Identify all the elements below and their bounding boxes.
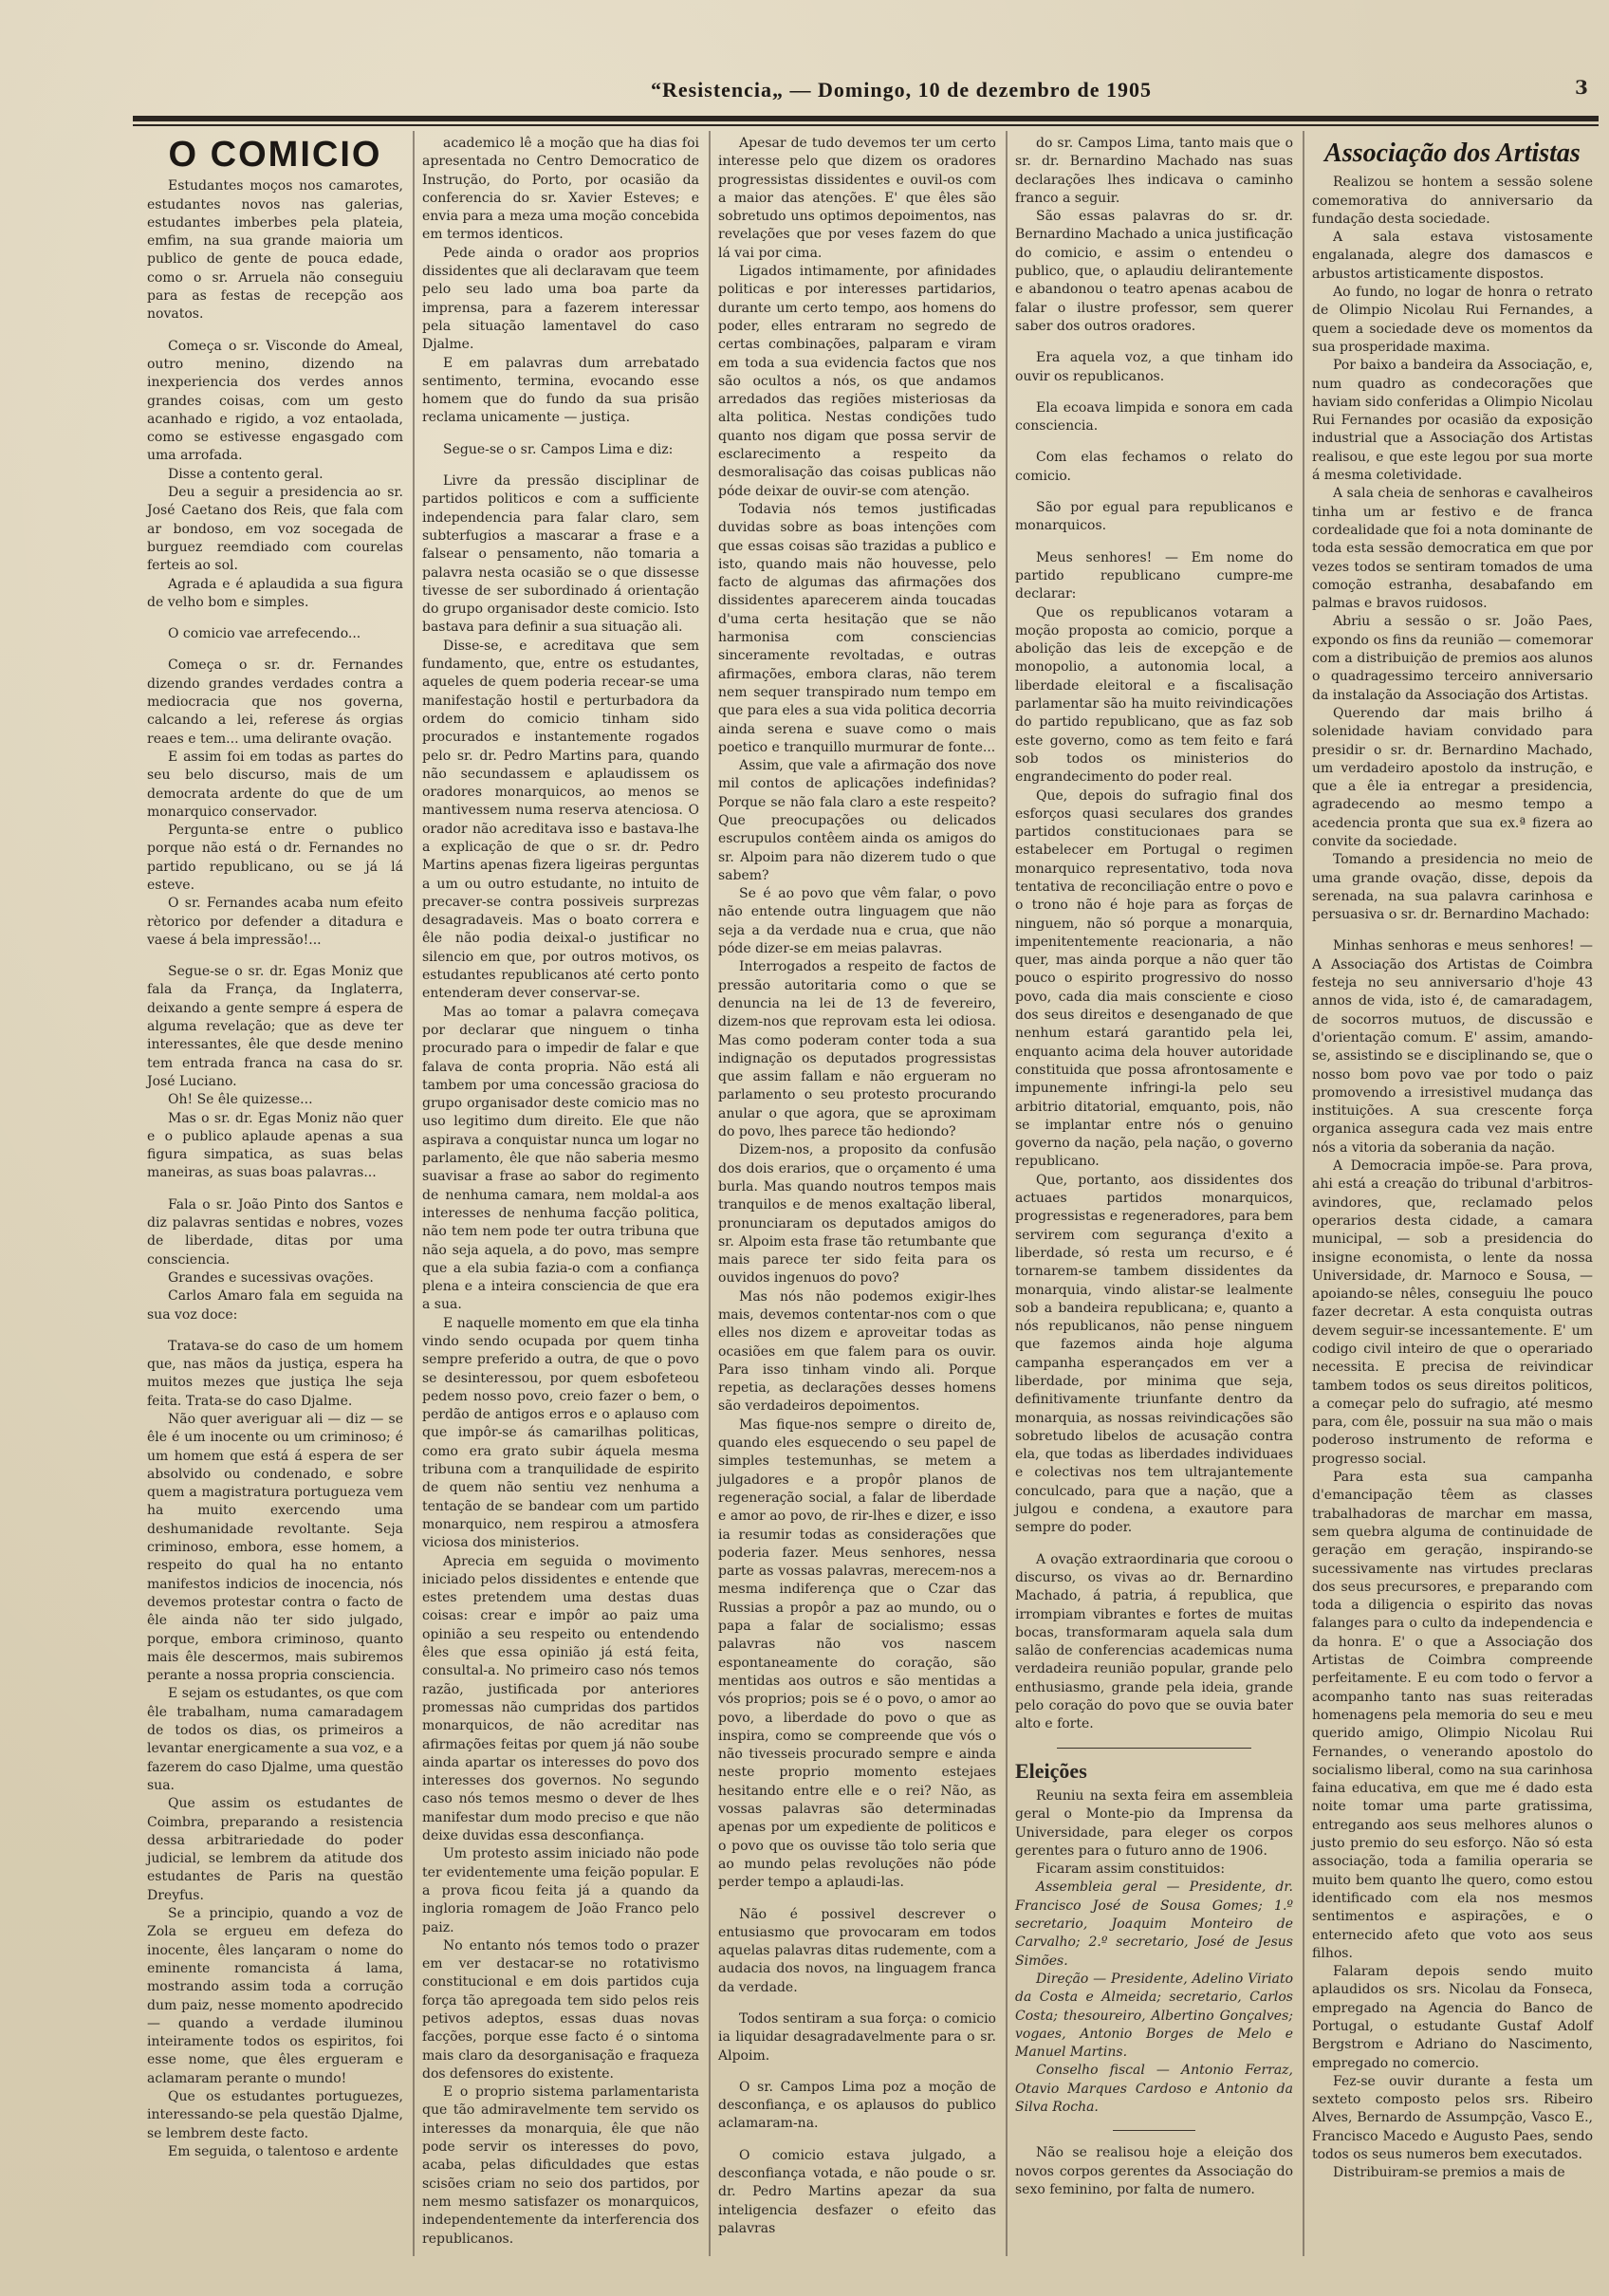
page-number: 3: [1575, 76, 1588, 99]
column-divider: [709, 131, 711, 2256]
paragraph: Ligados intimamente, por afinidades politicas e por interesses partidarios, durante um certo tempo, aos homens do poder, elles entraram no segredo de certas combinações, palparam e viram em toda a sua evidencia factos que nos são ocultos a nós, os que andamos arredados das regiões misteriosas da alta politica. Nestas condições tudo quanto nos digam que possa servir de esclarecimento a respeito da desmoralisação das coisas publicas não póde deixar de ouvir-se com atenção.: [718, 264, 996, 499]
paragraph: Mas nós não podemos exigir-lhes mais, devemos contentar-nos com o que elles nos dizem e aproveitar todas as ocasiões em que falem para os ouvir. Para isso tinham vindo ali. Porque repetia, as declarações desses homens são verdadeiros depoimentos.: [718, 1288, 996, 1415]
paragraph: Agrada e é aplaudida a sua figura de velho bom e simples.: [147, 576, 403, 610]
paragraph: Reuniu na sexta feira em assembleia geral o Monte-pio da Imprensa da Universidade, para eleger os corpos gerentes para o futuro anno de 1906.: [1015, 1787, 1293, 1859]
paragraph: Se a principio, quando a voz de Zola se ergueu em defeza do inocente, êles lançaram o nome do eminente romancista á lama, mostrando assim toda a corrução dum paiz, nesse momento apodrecido — quando a verdade iluminou inteiramente todos os espiritos, foi esse nome, que êles ergueram e aclamaram perante o mundo!: [147, 1906, 403, 2086]
paragraph: Para esta sua campanha d'emancipação têem as classes trabalhadoras de marchar em massa, sem quebra alguma de continuidade de geração em geração, inspirando-se sucessivamente nas virtudes preclaras dos seus precursores, e preparando com toda a diligencia o espirito das novas falanges para o culto da independencia e da honra. E' o que a Associação dos Artistas de Coimbra compreende perfeitamente. E eu com todo o fervor a acompanho tanto nas suas reiteradas homenagens pela memoria do seu e meu querido amigo, Olimpio Nicolau Rui Fernandes, o venerando apostolo do socialismo liberal, como na sua carinhosa faina educativa, em que me é dado esta noite tomar uma parte gratissima, entregando aos seus melhores alunos o justo premio do seu esforço. Não só esta associação, toda a familia operaria se muito bem quanto lhe quero, como estou identificado com ela nos mesmos sentimentos e aspirações, e o enternecido afeto que voto aos seus filhos.: [1312, 1470, 1593, 1961]
paragraph: Minhas senhoras e meus senhores! — A Associação dos Artistas de Coimbra festeja no seu anniversario d'hoje 43 annos de vida, isto é, de camaradagem, de socorros mutuos, de discussão e d'orientação comum. E' assim, amando-se, assistindo se e disciplinando se, que o nosso bom povo vae por todo o paiz promovendo a irresistivel mudança das instituições. A sua crescente força organica assegura cada vez mais entre nós a vitoria da soberania da nação.: [1312, 938, 1593, 1156]
paragraph: Carlos Amaro fala em seguida na sua voz doce:: [147, 1288, 403, 1323]
paragraph: São essas palavras do sr. dr. Bernardino Machado a unica justificação do comicio, e assim o entendeu o publico, que, o aplaudiu delirantemente e abandonou o teatro apenas acabou de falar o ilustre professor, sem querer saber dos outros oradores.: [1015, 209, 1293, 334]
paragraph: São por egual para republicanos e monarquicos.: [1015, 500, 1293, 534]
column-divider: [1006, 131, 1008, 2256]
column-5: [1312, 135, 1593, 2183]
paragraph: Que os estudantes portuguezes, interessando-se pela questão Djalme, se lembrem deste facto.: [147, 2088, 403, 2141]
paragraph: Grandes e sucessivas ovações.: [168, 1269, 374, 1286]
paragraph: Pede ainda o orador aos proprios dissidentes que ali declaravam que teem pelo seu lado uma boa parte da imprensa, para a fazerem interessar pela situação lamentavel do caso Djalme.: [422, 245, 699, 353]
paragraph: Disse-se, e acreditava que sem fundamento, que, entre os estudantes, aqueles de quem poderia recear-se uma manifestação hostil e perturbadora da ordem do comicio tinham sido procurados e instantemente rogados pelo sr. dr. Pedro Martins para, quando não secundassem e aplaudissem os oradores monarquicos, ao menos se mantivessem numa reserva atenciosa. O orador não acreditava isso e bastava-lhe a explicação de que o sr. dr. Pedro Martins apenas fizera ligeiras perguntas a um ou outro estudante, no intuito de precaver-se contra possiveis surprezas desagradaveis. Mas o boato correra e êle não podia deixal-o justificar no silencio em que, por outros motivos, os estudantes republicanos até certo ponto entenderam dever conservar-se.: [422, 638, 699, 1002]
paragraph: O comicio vae arrefecendo...: [168, 626, 361, 642]
paragraph: Se é ao povo que vêm falar, o povo não entende outra linguagem que não seja a da verdade nua e crua, que não póde dizer-se em meias palavras.: [718, 886, 996, 957]
section-divider: [1113, 2130, 1196, 2131]
top-rule: [133, 116, 1599, 121]
heading-eleicoes: Eleições: [1015, 1758, 1087, 1783]
paragraph: Tomando a presidencia no meio de uma grande ovação, disse, depois da serenada, na sua palavra carinhosa e persuasiva o sr. dr. Bernardino Machado:: [1312, 852, 1593, 923]
paragraph: Estudantes moços nos camarotes, estudantes novos nas galerias, estudantes imberbes pela plateia, emfim, na sua grande maioria um publico de gente de pouca edade, como o sr. Arruela não conseguiu para as festas de recepção aos novatos.: [147, 178, 403, 323]
paragraph: Deu a seguir a presidencia ao sr. José Caetano dos Reis, que fala com ar bondoso, em voz socegada de burguez reemdiado com courelas ferteis ao sol.: [147, 485, 403, 574]
paragraph: Não se realisou hoje a eleição dos novos corpos gerentes da Associação do sexo feminino, por falta de numero.: [1015, 2145, 1293, 2197]
paragraph: Apesar de tudo devemos ter um certo interesse pelo que dizem os oradores progressistas dissidentes e ouvil-os com a maior das atenções. E' que êles são sobretudo uns optimos depoimentos, nas revelações que por veses fazem do que lá vai por cima.: [718, 136, 996, 261]
paragraph: Um protesto assim iniciado não pode ter evidentemente uma feição popular. E a prova ficou feita já a quando da ingloria romagem de João Franco pelo paiz.: [422, 1846, 699, 1935]
paragraph: E naquelle momento em que ela tinha vindo sendo ocupada por quem tinha sempre preferido a outra, de que o povo se desinteressou, por quem esbofeteou pedem nosso povo, creio fazer o bem, o perdão de antigos erros e o aplauso com que impôr-se ás camarilhas politicas, como era grato subir áquela mesma tribuna com a tranquilidade de espirito de quem não sentiu vez nenhuma a tentação de se bandear com um partido monarquico, nem respirou a atmosfera viciosa dos ministerios.: [422, 1315, 699, 1551]
paragraph: Oh! Se êle quizesse...: [168, 1092, 313, 1108]
paragraph: E sejam os estudantes, os que com êle trabalham, numa camaradagem de todos os dias, os primeiros a levantar energicamente a sua voz, e a fazerem do caso Djalme, uma questão sua.: [147, 1686, 403, 1793]
paragraph: O comicio estava julgado, a desconfiança votada, e não poude o sr. dr. Pedro Martins apezar da sua inteligencia desfazer o efeito das palavras: [718, 2147, 996, 2236]
paragraph: Dizem-nos, a proposito da confusão dos dois erarios, que o orçamento é uma burla. Mas quando noutros tempos mais tranquilos e de menos exaltação liberal, pronunciaram os deputados amigos do sr. Alpoim esta frase tão retumbante que mais parece ter sido feita para os ouvidos ingenuos do povo?: [718, 1142, 996, 1287]
paragraph: Tratava-se do caso de um homem que, nas mãos da justiça, espera ha muitos mezes que justiça lhe seja feita. Trata-se do caso Djalme.: [147, 1338, 403, 1409]
paragraph: Fala o sr. João Pinto dos Santos e diz palavras sentidas e nobres, vozes de liberdade, ditas por uma consciencia.: [147, 1196, 403, 1268]
paragraph: Mas ao tomar a palavra começava por declarar que ninguem o tinha procurado para o impedir de falar e que falava de conta propria. Não está ali tambem por uma concessão graciosa do grupo organisador deste comicio mas no uso legitimo dum direito. Ele que não aspirava a conquistar nunca um logar no parlamento, êle que não saberia mesmo suavisar a frase ao sabor do regimento de nenhuma camara, nem moldal-a aos interesses de nenhuma facção politica, não tem nem pode ter outra tribuna que não seja aquela, a do povo, mas sempre que a ela subia fazia-o com a confiança plena e a inteira consciencia de que era a sua.: [422, 1004, 699, 1313]
paragraph: E assim foi em todas as partes do seu belo discurso, mais de um democrata ardente do que de um monarquico conservador.: [147, 749, 403, 820]
paragraph: No entanto nós temos todo o prazer em ver destacar-se no rotativismo constitucional e em dois partidos cuja força tão apregoada tem sido pelos reis petivos adeptos, essas duas novas facções, porque esse facto é o sintoma mais claro da desorganisação e fraqueza dos defensores do existente.: [422, 1937, 699, 2082]
paragraph: A sala estava vistosamente engalanada, alegre dos damascos e arbustos artisticamente dispostos.: [1312, 230, 1593, 282]
paragraph: Disse a contento geral.: [168, 466, 324, 482]
paragraph: Aprecia em seguida o movimento iniciado pelos dissidentes e entende que estes pretendem uma destas duas coisas: crear e impôr ao paiz uma opinião a seu respeito ou entendendo êles que essa opinião já está feita, consultal-a. No primeiro caso nós temos razão, justificada por anteriores promessas não cumpridas dos partidos monarquicos, de não acreditar nas afirmações feitas por quem já não soube ainda apartar os interesses do povo dos interesses dos governos. No segundo caso nós temos mesmo o dever de lhes manifestar dum modo preciso e que não deixe duvidas essa desconfiança.: [422, 1553, 699, 1844]
paragraph: Conselho fiscal — Antonio Ferraz, Otavio Marques Cardoso e Antonio da Silva Rocha.: [1015, 2063, 1293, 2115]
paragraph: academico lê a moção que ha dias foi apresentada no Centro Democratico de Instrução, do Porto, por ocasião da conferencia do sr. Xavier Esteves; e envia para a meza uma moção concebida em termos identicos.: [422, 136, 699, 243]
paragraph: Abriu a sessão o sr. João Paes, expondo os fins da reunião — comemorar com a distribuição de premios aos alunos o quadragessimo terceiro anniversario da instalação da Associação dos Artistas.: [1312, 614, 1593, 703]
paragraph: E em palavras dum arrebatado sentimento, termina, evocando esse homem que do fundo da sua prisão reclama unicamente — justiça.: [422, 355, 699, 426]
paragraph: Fez-se ouvir durante a festa um sexteto composto pelos srs. Ribeiro Alves, Bernardo de Assumpção, Vasco E., Francisco Macedo e Augusto Paes, sendo todos os seus numeros bem executados.: [1312, 2073, 1593, 2163]
paragraph: Que, depois do sufragio final dos esforços quasi seculares dos grandes partidos constitucionaes para se estabelecer em Portugal o regimen monarquico representativo, toda nova tentativa de reconciliação entre o povo e o trono não é hoje para as forças de ninguem, não só porque a monarquia, impenitentemente reacionaria, a não quer, mas ainda porque a não quer tão pouco o espirito progressivo do nosso povo, cada dia mais consciente e cioso dos seus direitos e desenganado de que nenhum estará garantido pela lei, enquanto acima dela houver autoridade constituida que possa afrontosamente e impunemente infringi-la pelo seu arbitrio ditatorial, emquanto, pois, não se implantar entre nós o genuino governo da nação, pela nação, o governo republicano.: [1015, 787, 1293, 1170]
paragraph: Por baixo a bandeira da Associação, e, num quadro as condecorações que haviam sido conferidas a Olimpio Nicolau Rui Fernandes por ocasião da exposição industrial que a Associação dos Artistas realisou, e que este legou por sua morte á mesma coletividade.: [1312, 358, 1593, 484]
paragraph: E o proprio sistema parlamentarista que tão admiravelmente tem servido os interesses da monarquia, êle que não pode servir os interesses do povo, acaba, pelas dificuldades que estas scisões criam no seio dos partidos, por nem mesmo satisfazer os monarquicos, independentemente da interferencia dos republicanos.: [422, 2084, 699, 2247]
paragraph: Livre da pressão disciplinar de partidos politicos e com a sufficiente independencia para falar claro, sem subterfugios a mascarar a frase e a falsear o pensamento, não tomaria a palavra nesta ocasião se o que dissesse tivesse de ser subordinado á orientação do grupo organisador deste comicio. Isto bastava para definir a sua situação ali.: [422, 473, 699, 636]
paragraph: Começa o sr. dr. Fernandes dizendo grandes verdades contra a mediocracia que nos governa, calcando a lei, referese ás orgias reaes e tem... uma delirante ovação.: [147, 657, 403, 747]
paragraph: Em seguida, o talentoso e ardente: [168, 2143, 398, 2159]
masthead: “Resistencia„ — Domingo, 10 de dezembro de 1905: [650, 78, 1153, 102]
heading-associacao-dos-artistas: Associação dos Artistas: [1324, 139, 1581, 168]
paragraph: Que, portanto, aos dissidentes dos actuaes partidos monarquicos, progressistas e regeneradores, para bem servirem com segurança d'exito a liberdade, só resta um recurso, e é tornarem-se tambem dissidentes da monarquia, vindo alistar-se lealmente sob a bandeira republicana; e, quanto a nós republicanos, não pense ninguem que fazemos ainda hoje alguma campanha esperançados em ver a liberdade, por minima que seja, definitivamente triunfante dentro da monarquia, as nossas reivindicações são sobretudo libelos de acusação contra ela, que todas as liberdades individuaes e colectivas nos tem ultrajantemente conculcado, para que a nação, que a julgou e condena, a exautore para sempre do poder.: [1015, 1172, 1293, 1536]
paragraph: O sr. Fernandes acaba num efeito rètorico por defender a ditadura e vaese á bela impressão!...: [147, 896, 403, 948]
paragraph: A ovação extraordinaria que coroou o discurso, os vivas ao dr. Bernardino Machado, á patria, á republica, que irrompiam vibrantes e fortes de muitas bocas, transformaram aquela sala dum salão de conferencias academicas numa verdadeira reunião popular, grande pelo enthusiasmo, grande pela ideia, grande pelo coração do povo que se ouvia bater alto e forte.: [1015, 1551, 1293, 1732]
paragraph: O sr. Campos Lima poz a moção de desconfiança, e os aplausos do publico aclamaram-na.: [718, 2079, 996, 2132]
section-divider: [1057, 1748, 1251, 1749]
headline-o-comicio: O COMICIO: [168, 135, 382, 175]
paragraph: Que os republicanos votaram a moção proposta ao comicio, porque a abolição das leis de excepção e de monopolio, a autonomia local, a liberdade eleitoral e a fiscalisação parlamentar são ha muito reivindicações do partido republicano, que as faz sob este governo, como as tem feito e fará sob todos os ministerios do engrandecimento do poder real.: [1015, 604, 1293, 786]
paragraph: Todavia nós temos justificadas duvidas sobre as boas intenções com que essas coisas são trazidas a publico e isto, quando mais não houvesse, pelo facto de algumas das afirmações dos dissidentes aparecerem ainda toucadas d'uma certa hesitação que se não harmonisa com consciencias sinceramente revoltadas, e outras afirmações, embora claras, não terem nem sequer transpirado num tempo em que para eles a sua vida politica decorria ainda serena e suave como o mais poetico e tranquillo murmurar de fonte...: [718, 501, 996, 755]
paragraph: Era aquela voz, a que tinham ido ouvir os republicanos.: [1015, 350, 1293, 384]
paragraph: Começa o sr. Visconde do Ameal, outro menino, dizendo na inexperiencia dos verdes annos grandes coisas, com um gesto acanhado e rigido, a voz entaolada, como se estivesse engasgado com uma arrofada.: [147, 338, 403, 464]
paragraph: Segue-se o sr. dr. Egas Moniz que fala da França, da Inglaterra, deixando a gente sempre á espera de alguma revelação; que as deve ter interessantes, êle que desde menino tem entrada franca na casa do sr. José Luciano.: [147, 964, 403, 1089]
column-1: [147, 135, 403, 2161]
paragraph: Todos sentiram a sua força: o comicio ia liquidar desagradavelmente para o sr. Alpoim.: [718, 2010, 996, 2064]
column-4: [1015, 135, 1293, 2199]
paragraph: Assembleia geral — Presidente, dr. Francisco José de Sousa Gomes; 1.º secretario, Joaquim Monteiro de Carvalho; 2.º secretario, José de Jesus Simões.: [1015, 1879, 1293, 1969]
paragraph: Ela ecoava limpida e sonora em cada consciencia.: [1015, 399, 1293, 435]
paragraph: Não quer averiguar ali — diz — se êle é um inocente ou um criminoso; é um homem que está á espera de ser absolvido ou condenado, e sobre quem a magistratura portugueza vem ha muito exercendo uma deshumanidade revoltante. Seja criminoso, embora, esse homem, a respeito do qual ha no entanto manifestos indicios de inocencia, nós devemos protestar contra o facto de êle ainda não ter sido julgado, porque, embora criminoso, quanto mais êle descermos, mais subiremos perante a nossa propria consciencia.: [147, 1412, 403, 1684]
paragraph: Distribuiram-se premios a mais de: [1333, 2165, 1565, 2181]
column-3: [718, 135, 996, 2238]
paragraph: Pergunta-se entre o publico porque não está o dr. Fernandes no partido republicano, ou se já lá esteve.: [147, 823, 403, 893]
paragraph: do sr. Campos Lima, tanto mais que o sr. dr. Bernardino Machado nas suas declarações lhes indicava o caminho franco a seguir.: [1015, 136, 1293, 206]
paragraph: A Democracia impõe-se. Para prova, ahi está a creação do tribunal d'arbitros-avindores, que, reclamado pelos operarios desta cidade, a camara municipal, — sob a presidencia do insigne economista, o lente da nossa Universidade, dr. Marnoco e Sousa, — apoiando-se nêles, conseguiu lhe pouco fazer decretar. A esta conquista outras devem seguir-se incessantemente. E' um codigo civil inteiro de que o operariado necessita. E precisa de reivindicar tambem todos os seus direitos politicos, a começar pelo do sufragio, até mesmo para, com êle, possuir na sua mão o mais poderoso instrumento de reforma e progresso social.: [1312, 1158, 1593, 1467]
paragraph: Meus senhores! — Em nome do partido republicano cumpre-me declarar:: [1015, 549, 1293, 602]
top-rule-thin: [133, 124, 1599, 126]
column-divider: [413, 131, 415, 2256]
paragraph: Ficaram assim constituidos:: [1036, 1861, 1226, 1878]
paragraph: Falaram depois sendo muito aplaudidos os srs. Nicolau da Fonseca, empregado na Agencia do Banco de Portugal, o estudante Gustaf Adolf Bergstrom e Adriano do Nascimento, empregado no comercio.: [1312, 1964, 1593, 2071]
paragraph: Ao fundo, no logar de honra o retrato de Olimpio Nicolau Rui Fernandes, a quem a sociedade deve os momentos da sua prosperidade maxima.: [1312, 285, 1593, 355]
paragraph: Que assim os estudantes de Coimbra, preparando a resistencia dessa arbitrariedade do poder judicial, se lembrem da atitude dos estudantes de Paris na questão Dreyfus.: [147, 1796, 403, 1903]
paragraph: Realizou se hontem a sessão solene comemorativa do anniversario da fundação desta sociedade.: [1312, 175, 1593, 227]
paragraph: Com elas fechamos o relato do comicio.: [1015, 450, 1293, 484]
paragraph: Não é possivel descrever o entusiasmo que provocaram em todos aquelas palavras ditas rudemente, com a audacia dos novos, na linguagem franca da verdade.: [718, 1906, 996, 1995]
column-divider: [1303, 131, 1304, 2256]
paragraph: Interrogados a respeito de factos de pressão autoritaria como o que se denuncia na lei de 13 de fevereiro, dizem-nos que reprovam esta lei odiosa. Mas como poderam conter toda a sua indignação os deputados progressistas que assim fallam e não ergueram no parlamento o seu protesto procurando anular o que agora, que se aproximam do povo, lhes parece tão hediondo?: [718, 959, 996, 1140]
paragraph: Mas o sr. dr. Egas Moniz não quer e o publico aplaude apenas a sua figura simpatica, as suas belas maneiras, as suas boas palavras...: [147, 1110, 403, 1181]
paragraph: Mas fique-nos sempre o direito de, quando eles esquecendo o seu papel de simples testemunhas, se metem a julgadores e a propôr planos de regeneração social, a falar de liberdade e amor ao povo, de rir-lhes e dizer, e isso ia resumir todas as considerações que poderia fazer. Meus senhores, nessa parte as vossas palavras, merecem-nos a mesma indiferença que o Czar das Russias a propôr a paz ao mundo, ou o papa a falar de socialismo; essas palavras não vos nascem espontaneamente do coração, são mentidas aos outros e são mentidas a vós proprios; pois se é o povo, o amor ao povo, a liberdade do povo o que as inspira, como se compreende que vós o não tivesseis procurado sempre e ainda neste proprio momento estejaes hesitando entre elle e o rei? Não, as vossas palavras são determinadas apenas por um expediente de politicos e o povo que os ouvisse tão tolo seria que ao mundo pelas revoluções não póde perder tempo a aplaudi-las.: [718, 1416, 996, 1891]
paragraph: Direção — Presidente, Adelino Viriato da Costa e Almeida; secretario, Carlos Costa; thesoureiro, Albertino Gonçalves; vogaes, Antonio Borges de Melo e Manuel Martins.: [1015, 1971, 1293, 2061]
paragraph: Segue-se o sr. Campos Lima e diz:: [443, 441, 674, 457]
column-2: [422, 135, 699, 2249]
paragraph: Assim, que vale a afirmação dos nove mil contos de aplicações indefinidas? Porque se não fala claro a este respeito? Que preocupações ou delicados escrupulos contêem ainda os amigos do sr. Alpoim para não dizerem tudo o que sabem?: [718, 758, 996, 883]
paragraph: A sala cheia de senhoras e cavalheiros tinha um ar festivo e de franca cordealidade que foi a nota dominante de toda esta sessão democratica em que por vezes todos se sentiram tomados de uma comoção estranha, desabafando em palmas e bravos ruidosos.: [1312, 486, 1593, 612]
paragraph: Querendo dar mais brilho á solenidade haviam convidado para presidir o sr. dr. Bernardino Machado, um verdadeiro apostolo da instrução, e que a êle ia entregar a presidencia, agradecendo ao mesmo tempo a acedencia pronta que sua ex.ª fizera ao convite da sociedade.: [1312, 705, 1593, 849]
